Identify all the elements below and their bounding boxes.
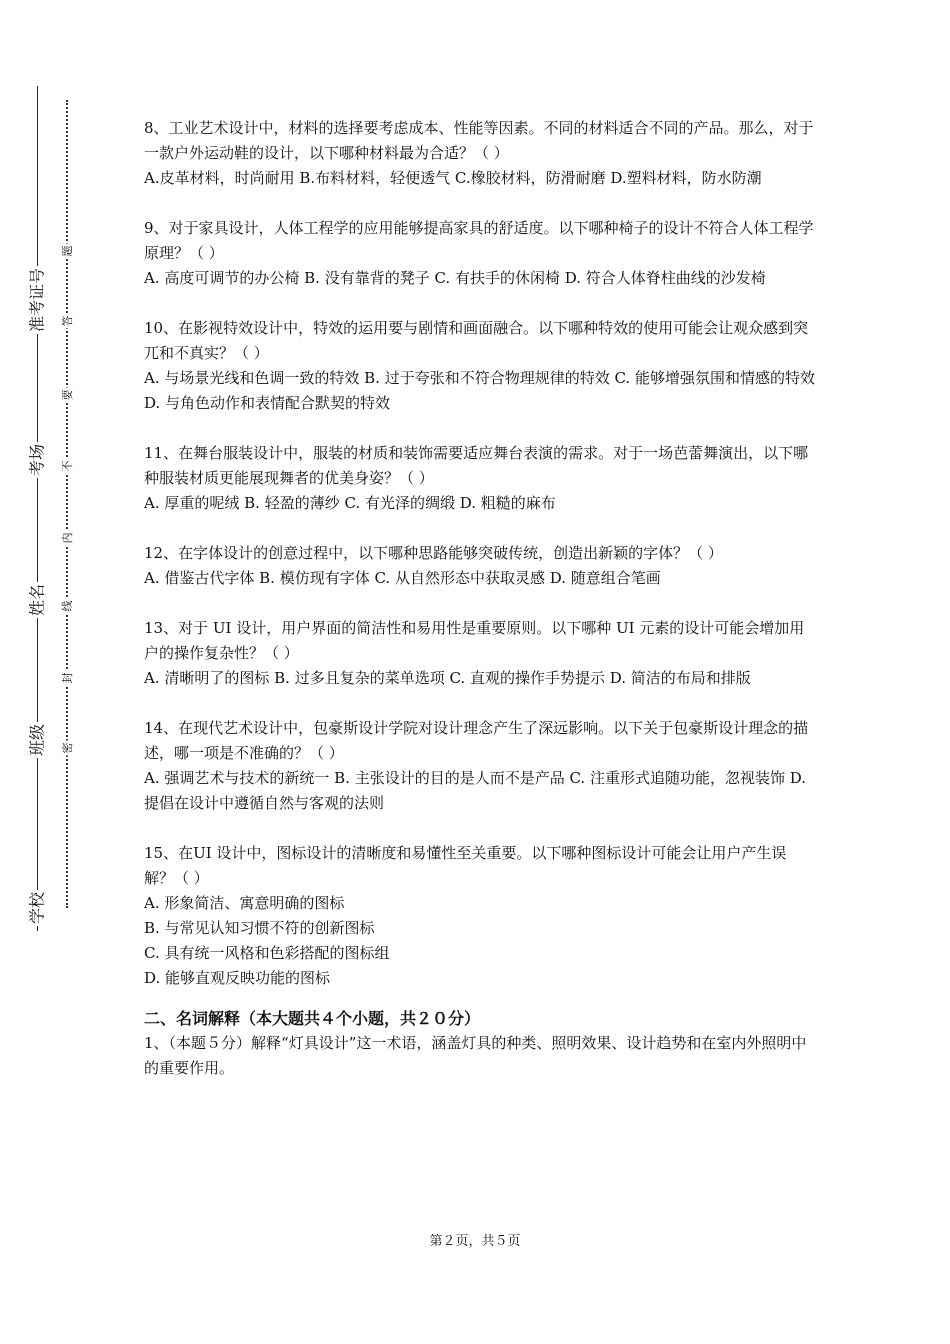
exam-id-label: 准考证号: [25, 266, 48, 334]
question-options: A. 借鉴古代字体 B. 模仿现有字体 C. 从自然形态中获取灵感 D. 随意组合笔画: [144, 569, 661, 587]
question-options: A. 高度可调节的办公椅 B. 没有靠背的凳子 C. 有扶手的休闲椅 D. 符合人体脊柱曲线的沙发椅: [144, 269, 766, 287]
exam-content: [144, 116, 816, 1081]
question-14: [144, 716, 816, 816]
page-footer: 第２页，共５页: [429, 1234, 521, 1249]
question-9: [144, 216, 816, 291]
question-8: [144, 116, 816, 191]
question-stem: 12、在字体设计的创意过程中，以下哪种思路能够突破传统，创造出新颖的字体？（ ）: [144, 544, 723, 562]
seal-char: 密: [61, 742, 74, 754]
section-title: 二、名词解释（本大题共４个小题，共２０分）: [144, 1009, 481, 1028]
school-label: 学校: [25, 890, 48, 926]
seal-char: 不: [61, 460, 74, 472]
question-15: [144, 841, 816, 991]
seal-char: 封: [61, 672, 74, 684]
question-stem: 13、对于 UI 设计，用户界面的简洁性和易用性是重要原则。以下哪种 UI 元素的设计可能会增加用户的操作复杂性？（ ）: [144, 619, 805, 662]
seal-dotted-line: [66, 100, 68, 908]
seal-char: 答: [61, 315, 74, 327]
class-label: 班级: [25, 722, 48, 758]
question-options: A. 与场景光线和色调一致的特效 B. 过于夸张和不符合物理规律的特效 C. 能够增强氛围和情感的特效 D. 与角色动作和表情配合默契的特效: [144, 369, 815, 412]
question-12: [144, 541, 816, 591]
option-d: D. 能够直观反映功能的图标: [144, 969, 331, 987]
question-stem: 8、工业艺术设计中，材料的选择要考虑成本、性能等因素。不同的材料适合不同的产品。那么，对于一款户外运动鞋的设计，以下哪种材料最为合适？（ ）: [144, 119, 814, 162]
question-options: A. 厚重的呢绒 B. 轻盈的薄纱 C. 有光泽的绸缎 D. 粗糙的麻布: [144, 494, 556, 512]
question-stem: 14、在现代艺术设计中，包豪斯设计学院对设计理念产生了深远影响。以下关于包豪斯设计理念的描述，哪一项是不准确的？（ ）: [144, 719, 809, 762]
option-b: B. 与常见认知习惯不符的创新图标: [144, 919, 375, 937]
seal-char: 题: [61, 245, 74, 257]
question-10: [144, 316, 816, 416]
seal-char: 内: [61, 532, 74, 544]
question-options: A. 清晰明了的图标 B. 过多且复杂的菜单选项 C. 直观的操作手势提示 D. 简洁的布局和排版: [144, 669, 751, 687]
question-stem: 9、对于家具设计，人体工程学的应用能够提高家具的舒适度。以下哪种椅子的设计不符合人体工程学原理？（ ）: [144, 219, 814, 262]
question-options: A.皮革材料，时尚耐用 B.布料材料，轻便透气 C.橡胶材料，防滑耐磨 D.塑料材料，防水防潮: [144, 169, 762, 187]
seal-char: 线: [61, 600, 74, 612]
question-options: A. 强调艺术与技术的新统一 B. 主张设计的目的是人而不是产品 C. 注重形式追随功能，忽视装饰 D. 提倡在设计中遵循自然与客观的法则: [144, 769, 806, 812]
option-c: C. 具有统一风格和色彩搭配的图标组: [144, 944, 390, 962]
question-11: [144, 441, 816, 516]
option-a: A. 形象简洁、寓意明确的图标: [144, 894, 345, 912]
binding-solid-line: [37, 86, 38, 931]
question-13: [144, 616, 816, 691]
seal-char: 要: [61, 389, 74, 401]
name-label: 姓名: [25, 582, 48, 618]
exam-room-label: 考场: [25, 442, 48, 478]
question-stem: 11、在舞台服装设计中，服装的材质和装饰需要适应舞台表演的需求。对于一场芭蕾舞演出，以下哪种服装材质更能展现舞者的优美身姿？（ ）: [144, 444, 809, 487]
question-stem: 10、在影视特效设计中，特效的运用要与剧情和画面融合。以下哪种特效的使用可能会让观众感到突兀和不真实？（ ）: [144, 319, 809, 362]
binding-margin: [0, 0, 100, 1344]
question-stem: 15、在UI 设计中，图标设计的清晰度和易懂性至关重要。以下哪种图标设计可能会让用户产生误解？（ ）: [144, 844, 787, 887]
term-question-1: 1、（本题５分）解释“灯具设计”这一术语，涵盖灯具的种类、照明效果、设计趋势和在室内外照明中的重要作用。: [144, 1034, 807, 1077]
